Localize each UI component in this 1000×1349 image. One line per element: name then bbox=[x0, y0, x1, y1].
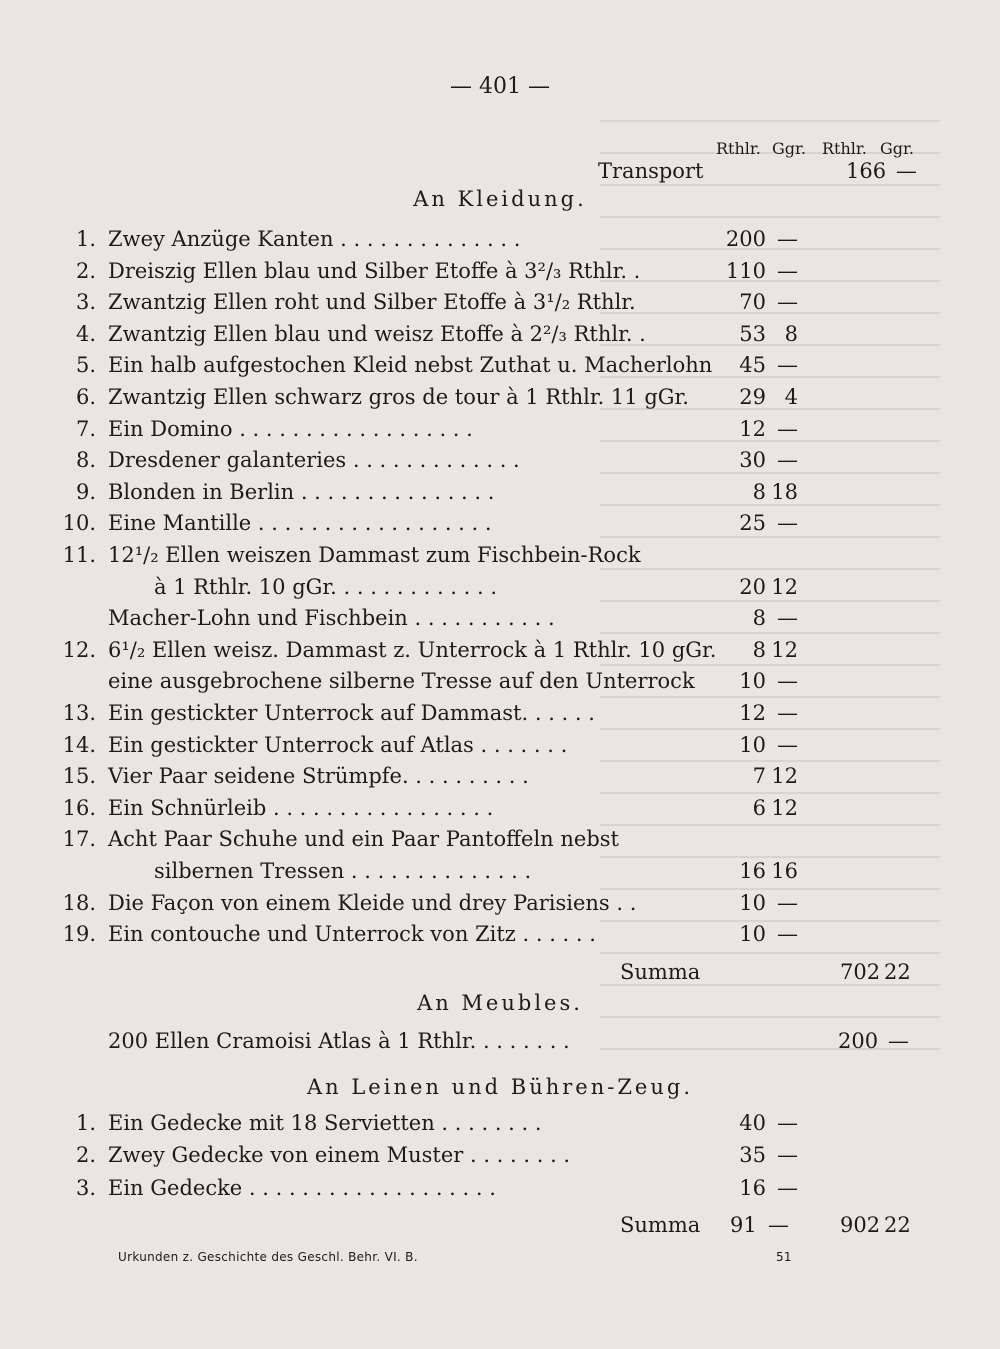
kleidung-item-rthlr: 30 bbox=[739, 448, 766, 473]
kleidung-item-rthlr: 45 bbox=[739, 353, 766, 378]
kleidung-item-ggr: — bbox=[777, 922, 798, 947]
kleidung-item-description: Zwantzig Ellen blau und weisz Etoffe à 2²/₃ Rthlr. . bbox=[108, 321, 646, 346]
kleidung-item-rthlr: 25 bbox=[739, 511, 766, 536]
kleidung-item-number: 5. bbox=[75, 353, 96, 378]
leinen-item-ggr: — bbox=[777, 1175, 798, 1200]
header-ggr-1: Ggr. bbox=[772, 139, 806, 158]
kleidung-item-ggr: — bbox=[777, 290, 798, 315]
kleidung-item-number: 1. bbox=[75, 227, 96, 251]
kleidung-item-description: Ein Domino . . . . . . . . . . . . . . . . . . bbox=[108, 416, 473, 441]
kleidung-item-rthlr: 7 bbox=[752, 764, 766, 789]
leinen-item-ggr: — bbox=[777, 1143, 798, 1168]
kleidung-item-rthlr: 20 bbox=[739, 574, 766, 599]
kleidung-item-description: Ein Schnürleib . . . . . . . . . . . . . . . . . bbox=[108, 795, 494, 820]
kleidung-item-rthlr: 10 bbox=[739, 732, 766, 757]
meubles-item-rthlr: 200 bbox=[838, 1029, 879, 1053]
kleidung-item-number: 15. bbox=[62, 764, 96, 789]
kleidung-item-rthlr: 29 bbox=[739, 385, 766, 409]
kleidung-item-ggr: 18 bbox=[771, 479, 798, 504]
kleidung-item-description: 12¹/₂ Ellen weiszen Dammast zum Fischbein-Rock bbox=[108, 543, 641, 567]
kleidung-item-description: Zwantzig Ellen schwarz gros de tour à 1 Rthlr. 11 gGr. bbox=[108, 385, 689, 409]
kleidung-item-rthlr: 12 bbox=[739, 416, 766, 441]
leinen-item-rthlr: 35 bbox=[739, 1143, 766, 1168]
kleidung-item-ggr: — bbox=[777, 511, 798, 536]
kleidung-item-rthlr: 110 bbox=[725, 258, 766, 283]
kleidung-item-description: Acht Paar Schuhe und ein Paar Pantoffeln nebst bbox=[108, 827, 619, 852]
kleidung-item-rthlr: 16 bbox=[739, 859, 766, 883]
kleidung-item-description: à 1 Rthlr. 10 gGr. . . . . . . . . . . . . bbox=[154, 574, 498, 599]
kleidung-item-rthlr: 53 bbox=[739, 321, 766, 346]
kleidung-item-ggr: — bbox=[777, 416, 798, 441]
kleidung-item-ggr: — bbox=[777, 258, 798, 283]
kleidung-item-rthlr: 8 bbox=[752, 606, 766, 631]
kleidung-item-ggr: 12 bbox=[771, 574, 798, 599]
footer-citation: Urkunden z. Geschichte des Geschl. Behr. VI. B. bbox=[118, 1250, 418, 1264]
summa-rthlr-2a: 91 bbox=[730, 1213, 757, 1237]
meubles-item-ggr: — bbox=[888, 1029, 909, 1053]
kleidung-item-number: 7. bbox=[75, 416, 96, 441]
section-heading-meubles: An Meubles. bbox=[417, 991, 583, 1015]
section-heading-leinen: An Leinen und Bühren-Zeug. bbox=[306, 1075, 693, 1099]
kleidung-item-number: 12. bbox=[62, 637, 96, 662]
header-rthlr-1: Rthlr. bbox=[716, 139, 761, 158]
summa-label-2: Summa bbox=[620, 1213, 701, 1237]
kleidung-item-description: Zwantzig Ellen roht und Silber Etoffe à 3¹/₂ Rthlr. bbox=[108, 290, 636, 315]
kleidung-item-rthlr: 12 bbox=[739, 701, 766, 725]
kleidung-item-number: 8. bbox=[75, 448, 96, 473]
kleidung-item-number: 11. bbox=[62, 543, 96, 567]
leinen-item-description: Ein Gedecke mit 18 Servietten . . . . . . . . bbox=[108, 1111, 542, 1135]
kleidung-item-description: Dreiszig Ellen blau und Silber Etoffe à 3²/₃ Rthlr. . bbox=[108, 258, 641, 283]
kleidung-item-description: Blonden in Berlin . . . . . . . . . . . . . . . bbox=[108, 479, 495, 504]
kleidung-item-ggr: — bbox=[777, 890, 798, 915]
kleidung-item-description: Vier Paar seidene Strümpfe. . . . . . . . . . bbox=[108, 764, 529, 789]
kleidung-item-description: Ein gestickter Unterrock auf Atlas . . . . . . . bbox=[108, 732, 568, 757]
section-heading-kleidung: An Kleidung. bbox=[413, 187, 587, 211]
kleidung-item-number: 18. bbox=[62, 890, 96, 915]
kleidung-item-ggr: — bbox=[777, 606, 798, 631]
leinen-item-ggr: — bbox=[777, 1111, 798, 1135]
transport-rthlr: 166 bbox=[846, 159, 887, 183]
page-number: — 401 — bbox=[450, 74, 550, 99]
kleidung-item-description: 6¹/₂ Ellen weisz. Dammast z. Unterrock à 1 Rthlr. 10 gGr. bbox=[108, 637, 717, 662]
kleidung-item-description: Ein gestickter Unterrock auf Dammast. . . . . . bbox=[108, 701, 595, 725]
kleidung-item-description: Ein contouche und Unterrock von Zitz . . . . . . bbox=[108, 922, 596, 947]
kleidung-item-number: 3. bbox=[75, 290, 96, 315]
leinen-item-description: Ein Gedecke . . . . . . . . . . . . . . . . . . . bbox=[108, 1175, 496, 1200]
kleidung-item-ggr: 12 bbox=[771, 764, 798, 789]
kleidung-item-number: 9. bbox=[75, 479, 96, 504]
kleidung-item-description: Ein halb aufgestochen Kleid nebst Zuthat u. Macherlohn bbox=[108, 353, 713, 378]
kleidung-item-number: 16. bbox=[62, 795, 96, 820]
leinen-item-number: 1. bbox=[75, 1111, 96, 1135]
kleidung-item-number: 10. bbox=[62, 511, 96, 536]
kleidung-item-ggr: — bbox=[777, 732, 798, 757]
kleidung-item-number: 17. bbox=[62, 827, 96, 852]
kleidung-item-ggr: — bbox=[777, 669, 798, 694]
kleidung-item-description: Dresdener galanteries . . . . . . . . . . . . . bbox=[108, 448, 520, 473]
leinen-item-rthlr: 40 bbox=[739, 1111, 766, 1135]
leinen-item-description: Zwey Gedecke von einem Muster . . . . . . . . bbox=[108, 1143, 571, 1168]
kleidung-item-rthlr: 70 bbox=[739, 290, 766, 315]
kleidung-item-description: Zwey Anzüge Kanten . . . . . . . . . . . . . . bbox=[108, 227, 521, 251]
kleidung-item-number: 2. bbox=[75, 258, 96, 283]
kleidung-item-ggr: 12 bbox=[771, 795, 798, 820]
transport-label: Transport bbox=[598, 159, 704, 183]
summa-ggr-2b: 22 bbox=[884, 1213, 911, 1237]
kleidung-item-ggr: 8 bbox=[784, 321, 798, 346]
kleidung-item-description: Die Façon von einem Kleide und drey Parisiens . . bbox=[108, 890, 637, 915]
leinen-item-rthlr: 16 bbox=[739, 1175, 766, 1200]
summa-rthlr-2b: 902 bbox=[840, 1213, 881, 1237]
kleidung-item-description: Eine Mantille . . . . . . . . . . . . . . . . . . bbox=[108, 511, 492, 536]
leinen-item-number: 2. bbox=[75, 1143, 96, 1168]
kleidung-item-description: silbernen Tressen . . . . . . . . . . . . . . bbox=[154, 859, 532, 883]
kleidung-item-number: 4. bbox=[75, 321, 96, 346]
kleidung-item-rthlr: 10 bbox=[739, 922, 766, 947]
summa-label-1: Summa bbox=[620, 960, 701, 984]
kleidung-item-rthlr: 8 bbox=[752, 637, 766, 662]
kleidung-item-ggr: — bbox=[777, 448, 798, 473]
meubles-item-desc: 200 Ellen Cramoisi Atlas à 1 Rthlr. . . . . . . . bbox=[108, 1029, 570, 1053]
kleidung-item-description: Macher-Lohn und Fischbein . . . . . . . . . . . bbox=[108, 606, 555, 631]
kleidung-item-ggr: 16 bbox=[771, 859, 798, 883]
leinen-item-number: 3. bbox=[75, 1175, 96, 1200]
header-rthlr-2: Rthlr. bbox=[822, 139, 867, 158]
summa-rthlr-1: 702 bbox=[840, 960, 881, 984]
footer-signature-mark: 51 bbox=[776, 1250, 792, 1264]
kleidung-item-ggr: — bbox=[777, 353, 798, 378]
kleidung-item-rthlr: 200 bbox=[725, 227, 766, 251]
kleidung-item-ggr: — bbox=[777, 227, 798, 251]
transport-ggr: — bbox=[896, 159, 917, 183]
kleidung-item-rthlr: 6 bbox=[752, 795, 766, 820]
header-ggr-2: Ggr. bbox=[880, 139, 914, 158]
kleidung-item-ggr: 12 bbox=[771, 637, 798, 662]
kleidung-item-rthlr: 8 bbox=[752, 479, 766, 504]
summa-ggr-2a: — bbox=[768, 1213, 789, 1237]
kleidung-item-ggr: — bbox=[777, 701, 798, 725]
kleidung-item-number: 14. bbox=[62, 732, 96, 757]
kleidung-item-number: 6. bbox=[75, 385, 96, 409]
kleidung-item-ggr: 4 bbox=[784, 385, 798, 409]
kleidung-item-number: 13. bbox=[62, 701, 96, 725]
kleidung-item-number: 19. bbox=[62, 922, 96, 947]
summa-ggr-1: 22 bbox=[884, 960, 911, 984]
kleidung-item-rthlr: 10 bbox=[739, 669, 766, 694]
kleidung-item-rthlr: 10 bbox=[739, 890, 766, 915]
kleidung-item-description: eine ausgebrochene silberne Tresse auf den Unterrock bbox=[108, 669, 695, 694]
